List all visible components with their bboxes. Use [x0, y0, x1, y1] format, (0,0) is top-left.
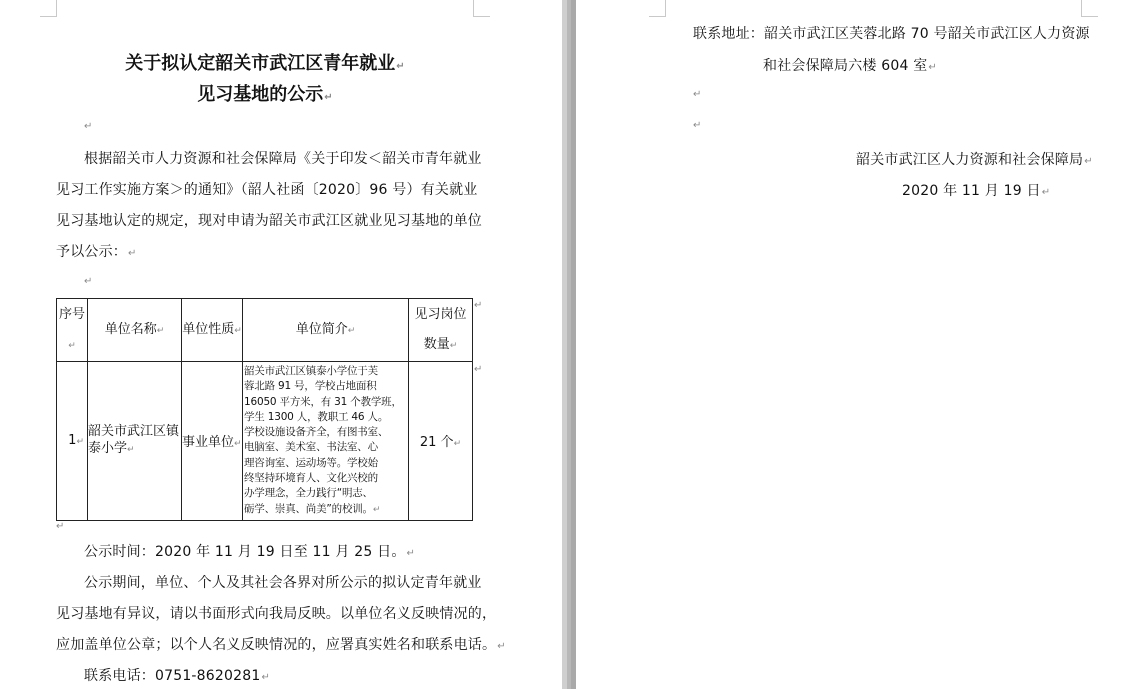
cell-unit-intro[interactable]: 韶关市武江区镇泰小学位于芙 蓉北路 91 号，学校占地面积 16050 平方米，有 31 个教学班， 学生 1300 人，教职工 46 人。 学校设施设备齐全，有图书室、 电脑室、美术室、书法室、心 理咨询室、运动场等。学校始 终坚持环境育人、文化兴校的 办学理念，全力践行“明志、 砺学、崇真、尚美”的校训。↵ — [243, 362, 409, 521]
margin-corner-mark — [473, 0, 490, 17]
cell-unit-nature[interactable]: 事业单位↵ — [182, 362, 243, 521]
row-end-mark: ↵ — [474, 364, 483, 375]
intro-paragraph-line[interactable]: 见习工作实施方案＞的通知》（韶人社函〔2020〕96 号）有关就业 — [56, 182, 478, 198]
row-end-mark: ↵ — [474, 300, 483, 311]
document-title-line-1[interactable]: 关于拟认定韶关市武江区青年就业↵ — [125, 53, 405, 74]
header-unit-intro[interactable]: 单位简介↵ — [243, 299, 409, 362]
header-index[interactable]: 序号↵ — [57, 299, 88, 362]
paragraph-mark: ↵ — [693, 120, 702, 131]
margin-corner-mark — [1081, 0, 1098, 17]
table-row — [57, 362, 473, 521]
document-page-2 — [576, 0, 1132, 689]
header-positions[interactable]: 见习岗位 数量↵ — [409, 299, 473, 362]
notice-period[interactable]: 公示时间：2020 年 11 月 19 日至 11 月 25 日。↵ — [84, 544, 416, 560]
cell-index[interactable]: 1↵ — [57, 362, 88, 521]
contact-address-line[interactable]: 和社会保障局六楼 604 室↵ — [763, 58, 938, 74]
cell-unit-name[interactable]: 韶关市武江区镇 泰小学↵ — [88, 362, 182, 521]
page-separator — [562, 0, 576, 689]
intro-paragraph-line[interactable]: 见习基地认定的规定，现对申请为韶关市武江区就业见习基地的单位 — [56, 213, 482, 229]
signature-date[interactable]: 2020 年 11 月 19 日↵ — [902, 183, 1051, 199]
objection-paragraph-line[interactable]: 应加盖单位公章；以个人名义反映情况的，应署真实姓名和联系电话。↵ — [56, 637, 506, 653]
margin-corner-mark — [40, 0, 57, 17]
table-header-row — [57, 299, 473, 362]
document-page-1 — [0, 0, 562, 689]
paragraph-mark: ↵ — [693, 89, 702, 100]
intro-paragraph-line[interactable]: 根据韶关市人力资源和社会保障局《关于印发＜韶关市青年就业 — [84, 151, 482, 167]
objection-paragraph-line[interactable]: 见习基地有异议，请以书面形式向我局反映。以单位名义反映情况的， — [56, 606, 497, 622]
paragraph-mark: ↵ — [84, 276, 93, 287]
contact-address-line[interactable]: 联系地址：韶关市武江区芙蓉北路 70 号韶关市武江区人力资源 — [693, 26, 1090, 42]
header-unit-nature[interactable]: 单位性质↵ — [182, 299, 243, 362]
paragraph-mark: ↵ — [84, 121, 93, 132]
cell-positions[interactable]: 21 个↵ — [409, 362, 473, 521]
paragraph-mark: ↵ — [56, 521, 65, 532]
document-title-line-2[interactable]: 见习基地的公示↵ — [197, 84, 333, 105]
base-units-table — [56, 298, 473, 521]
margin-corner-mark — [649, 0, 666, 17]
contact-phone[interactable]: 联系电话：0751-8620281↵ — [84, 668, 271, 684]
header-unit-name[interactable]: 单位名称↵ — [88, 299, 182, 362]
intro-paragraph-line[interactable]: 予以公示：↵ — [56, 244, 137, 260]
objection-paragraph-line[interactable]: 公示期间，单位、个人及其社会各界对所公示的拟认定青年就业 — [84, 575, 482, 591]
signature-org[interactable]: 韶关市武江区人力资源和社会保障局↵ — [856, 152, 1093, 168]
